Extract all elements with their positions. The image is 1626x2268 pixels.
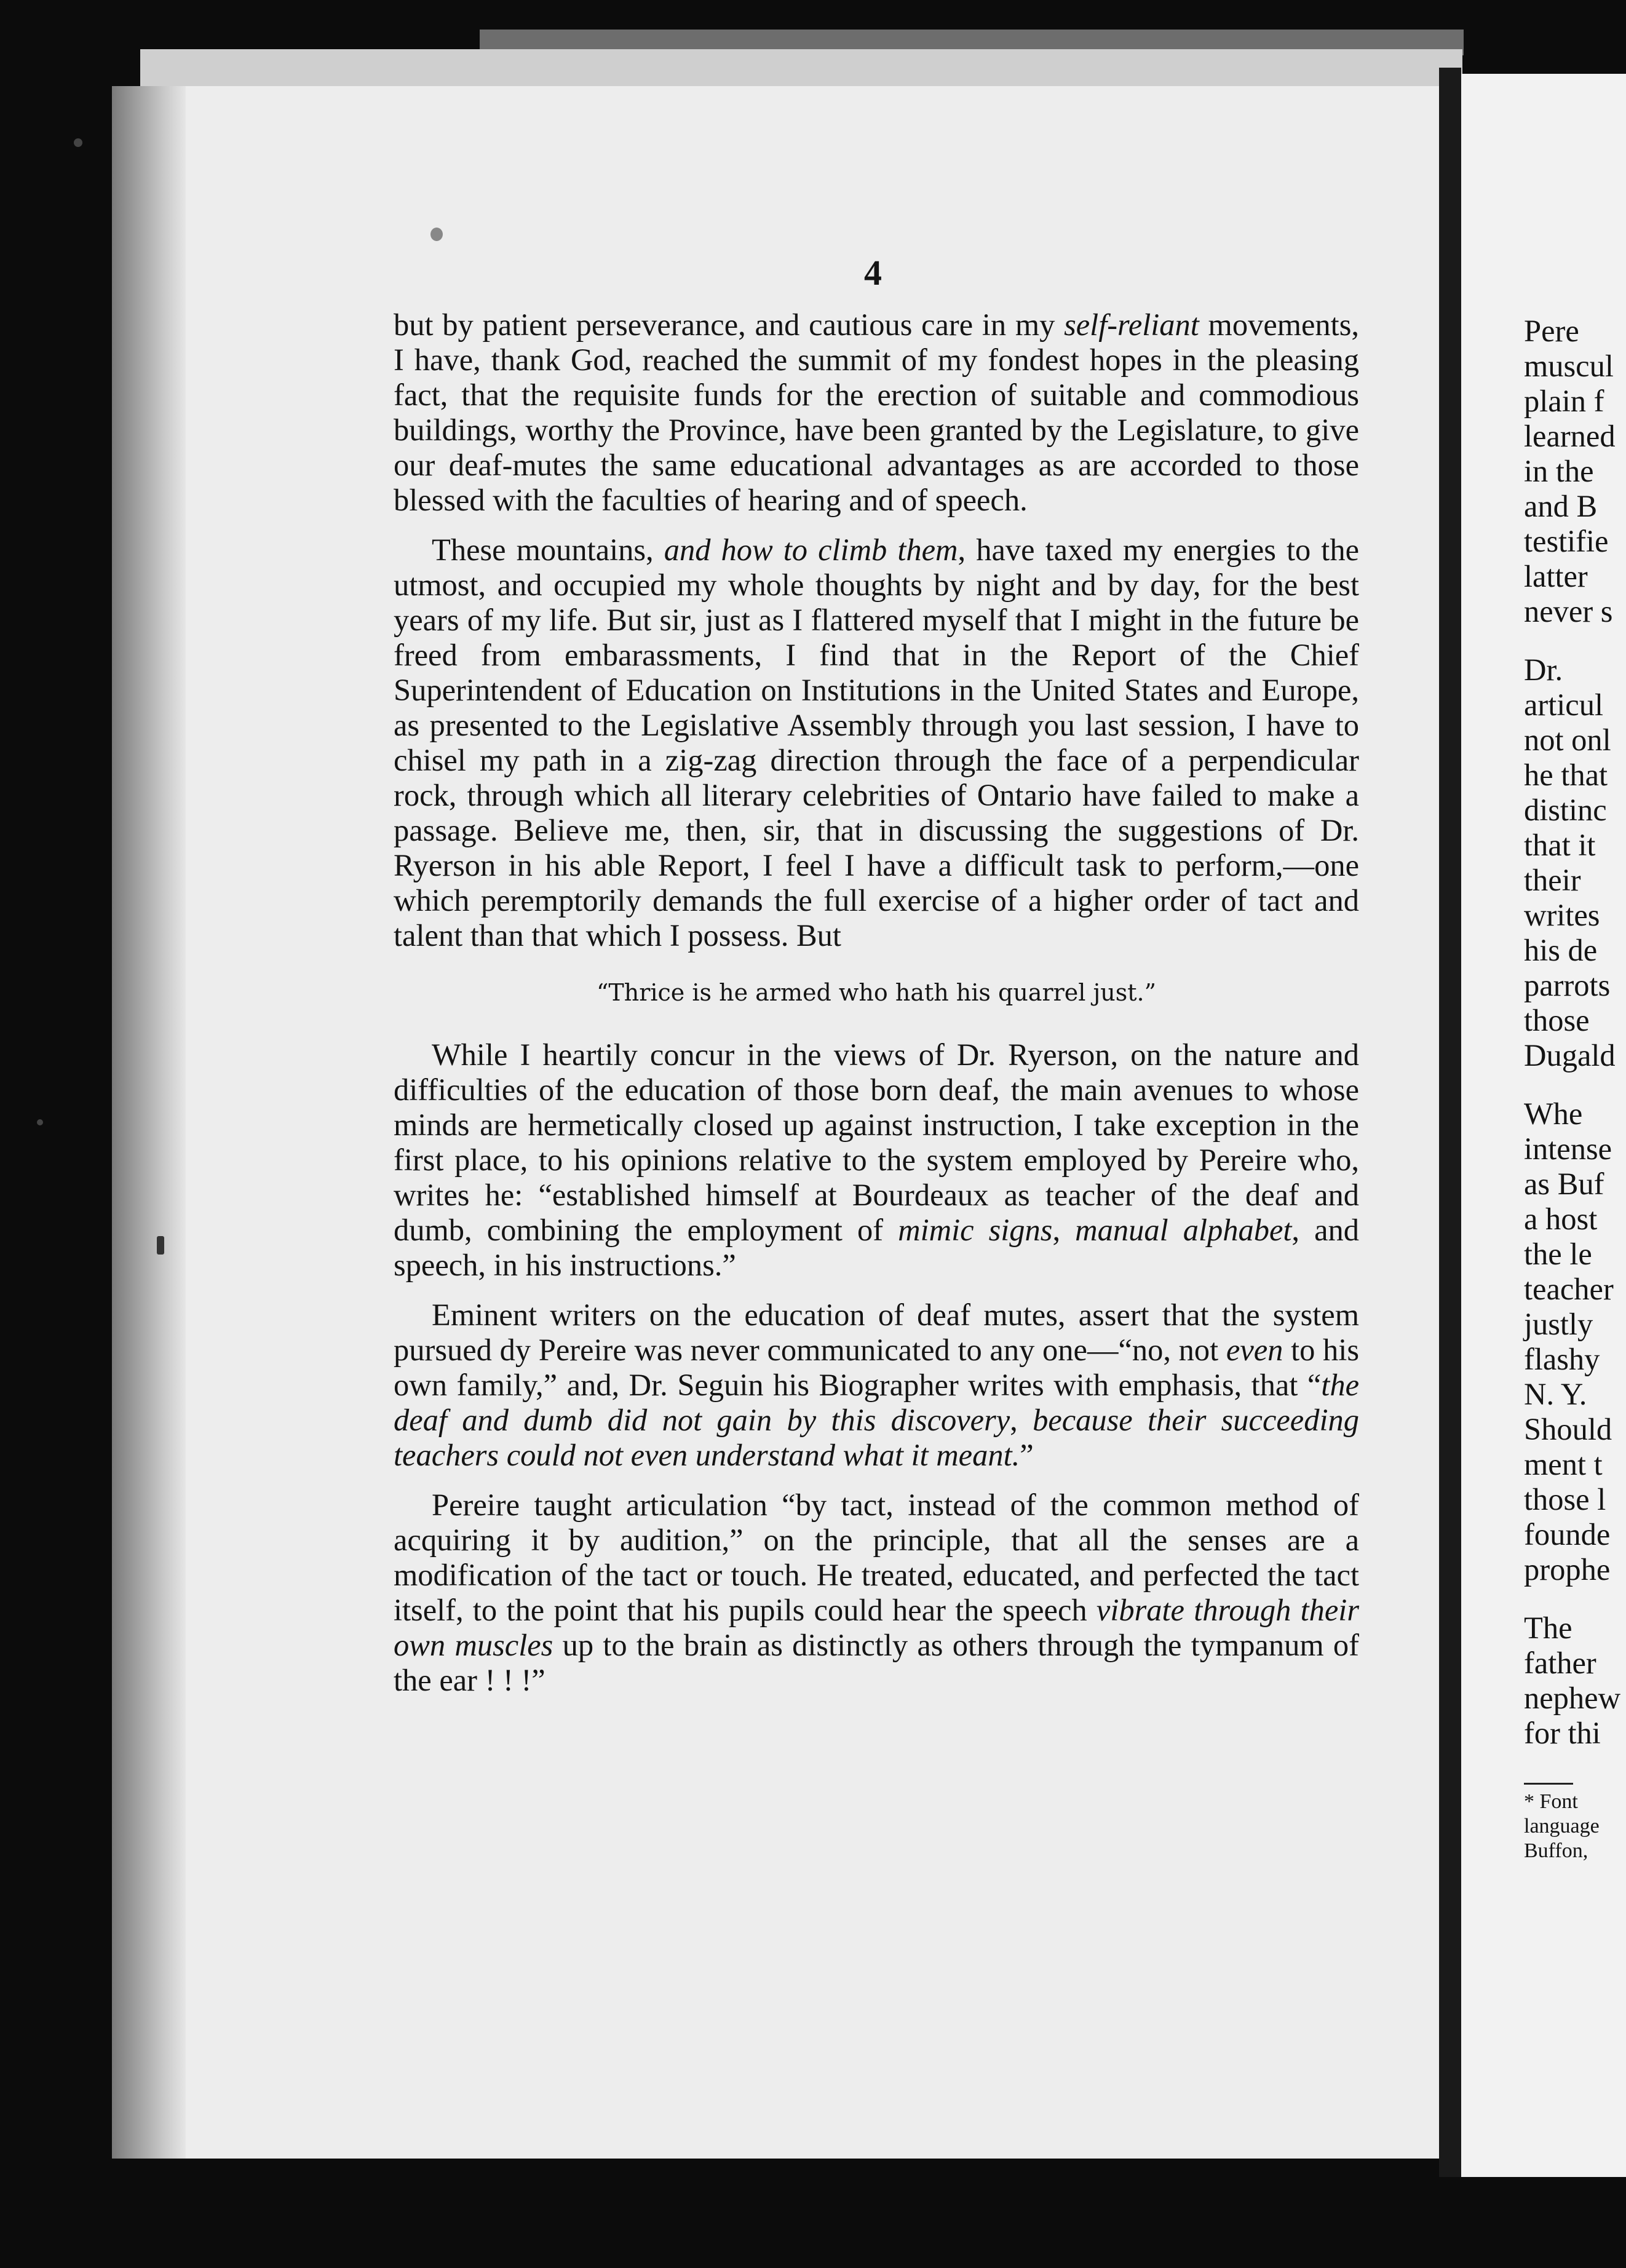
left-page-body: [394, 307, 1359, 1713]
page-number: 4: [864, 253, 882, 293]
page-edge-shadow: [112, 86, 186, 2159]
right-page-line: founde: [1524, 1517, 1611, 1552]
text-run: up to the brain as distinctly as others through the tympanum of the ear ! ! !”: [394, 1628, 1359, 1697]
right-page-line: not onl: [1524, 723, 1611, 757]
italic-run: and how to climb them: [664, 533, 958, 567]
right-page-line: the le: [1524, 1237, 1592, 1271]
right-page-line: father: [1524, 1646, 1596, 1680]
right-page-line: and B: [1524, 489, 1598, 523]
right-page-line: as Buf: [1524, 1167, 1604, 1201]
right-page-line: Pere: [1524, 314, 1579, 348]
dust-speck: [37, 1119, 43, 1125]
right-page-line: never s: [1524, 594, 1613, 628]
right-page-line: distinc: [1524, 793, 1607, 827]
body-paragraphs-bottom: [394, 1037, 1359, 1698]
footnote-rule: [1524, 1783, 1573, 1785]
right-page-line: flashy: [1524, 1342, 1600, 1376]
footnote-line: Buffon,: [1524, 1839, 1588, 1862]
dust-speck: [157, 1236, 164, 1255]
right-page-line: The: [1524, 1611, 1572, 1645]
right-page-line: those l: [1524, 1482, 1606, 1517]
body-paragraph: [394, 1037, 1359, 1283]
body-paragraph: [394, 307, 1359, 518]
text-run: ”: [1020, 1438, 1034, 1472]
text-run: but by patient perseverance, and cautious care in my: [394, 307, 1065, 342]
book-gutter: [1439, 68, 1461, 2177]
right-page-line: a host: [1524, 1202, 1598, 1236]
body-paragraph: [394, 1298, 1359, 1473]
text-run: ,: [1052, 1213, 1076, 1247]
right-page-line: justly: [1524, 1307, 1593, 1341]
text-run: While I heartily concur in the views of Dr. Ryerson, on the nature and difficulties of the education of those born deaf, the main avenues to whose minds are hermetically closed up against instruction, I take exception in the first place, to his opinions relative to the system employed by Pereire who, writes he: “established himself at Bourdeaux as teacher of the deaf and dumb, combining the employment of: [394, 1037, 1359, 1247]
body-paragraph: [394, 1488, 1359, 1698]
right-page-line: parrots: [1524, 968, 1611, 1002]
right-page-line: Dugald: [1524, 1038, 1616, 1073]
italic-run: even: [1226, 1333, 1283, 1367]
body-paragraphs-top: [394, 307, 1359, 953]
right-page-line: for thi: [1524, 1716, 1601, 1750]
italic-run: mimic signs: [898, 1213, 1053, 1247]
paragraph-gap: [1524, 629, 1626, 652]
paragraph-gap: [1524, 1751, 1626, 1774]
dust-speck: [74, 138, 82, 147]
paragraph-gap: [1524, 1073, 1626, 1096]
text-run: , and speech, in his instructions.”: [394, 1213, 1360, 1282]
right-page-line: writes: [1524, 898, 1600, 932]
right-page-line: his de: [1524, 933, 1598, 967]
text-run: movements, I have, thank God, reached the summit of my fondest hopes in the pleasing fact, that the requisite funds for the erection of suitable and commodious buildings, worthy the Province, have been granted by the Legislature, to give our deaf-mutes the same educational advantages as are accorded to those blessed with the faculties of hearing and of speech.: [394, 307, 1359, 517]
text-run: Pereire taught articulation “by tact, instead of the common method of acquiring it by audition,” on the principle, that all the senses are a modification of the tact or touch. He treated, educated, and perfected the tact itself, to the point that his pupils could hear the speech: [394, 1488, 1359, 1627]
right-page-line: Dr.: [1524, 652, 1563, 687]
footnote-line: * Font: [1524, 1790, 1578, 1813]
italic-run: manual alphabet: [1075, 1213, 1292, 1247]
right-page-cropped-text: [1524, 314, 1626, 1863]
right-page-line: Whe: [1524, 1096, 1583, 1131]
right-page-line: in the: [1524, 454, 1594, 488]
italic-run: self-reliant: [1064, 307, 1199, 342]
italic-run: the deaf and dumb did not gain by this discovery: [394, 1368, 1359, 1437]
text-run: to his own family,” and, Dr. Seguin his Biographer writes with emphasis, that “: [394, 1333, 1359, 1402]
text-run: , have taxed my energies to the utmost, and occupied my whole thoughts by night and by day, for the best years of my life. But sir, just as I flattered myself that I might in the future be freed from embarassments, I find that in the Report of the Chief Superintendent of Education on Institutions in the United States and Europe, as presented to the Legislative Assembly through you last session, I have to chisel my path in a zig-zag direction through the face of a perpendicular rock, through which all literary celebrities of Ontario have failed to make a passage. Believe me, then, sir, that in discussing the suggestions of Dr. Ryerson in his able Report, I feel I have a difficult task to perform,—one which peremptorily demands the full exercise of a higher order of tact and talent than that which I possess. But: [394, 533, 1360, 953]
right-page-line: teacher: [1524, 1272, 1614, 1306]
dust-speck: [430, 228, 443, 241]
body-paragraph: [394, 533, 1359, 953]
right-page-line: that it: [1524, 828, 1596, 862]
right-page-line: articul: [1524, 688, 1603, 722]
right-page-line: nephew: [1524, 1681, 1621, 1715]
right-page-line: testifie: [1524, 524, 1609, 558]
right-page-line: Should: [1524, 1412, 1612, 1446]
right-page-line: intense: [1524, 1132, 1612, 1166]
right-page-line: muscul: [1524, 349, 1614, 383]
right-page-line: N. Y.: [1524, 1377, 1587, 1411]
text-run: ,: [1010, 1403, 1033, 1437]
italic-run: vibrate through their own muscles: [394, 1593, 1359, 1662]
epigraph-quote: “Thrice is he armed who hath his quarrel just.”: [596, 979, 1157, 1006]
right-page-line: prophe: [1524, 1552, 1611, 1587]
paragraph-gap: [1524, 1587, 1626, 1611]
right-page-line: those: [1524, 1003, 1590, 1037]
right-page-line: their: [1524, 863, 1581, 897]
right-page-line: plain f: [1524, 384, 1604, 418]
italic-run: because their succeeding teachers could not even understand what it meant.: [394, 1403, 1359, 1472]
text-run: These mountains,: [432, 533, 664, 567]
right-page-line: he that: [1524, 758, 1608, 792]
text-run: Eminent writers on the education of deaf mutes, assert that the system pursued dy Pereire was never communicated to any one—“no, not: [394, 1298, 1359, 1367]
right-page-line: ment t: [1524, 1447, 1603, 1481]
right-page-line: learned: [1524, 419, 1616, 453]
right-page-line: latter: [1524, 559, 1588, 593]
footnote-line: language: [1524, 1815, 1600, 1838]
